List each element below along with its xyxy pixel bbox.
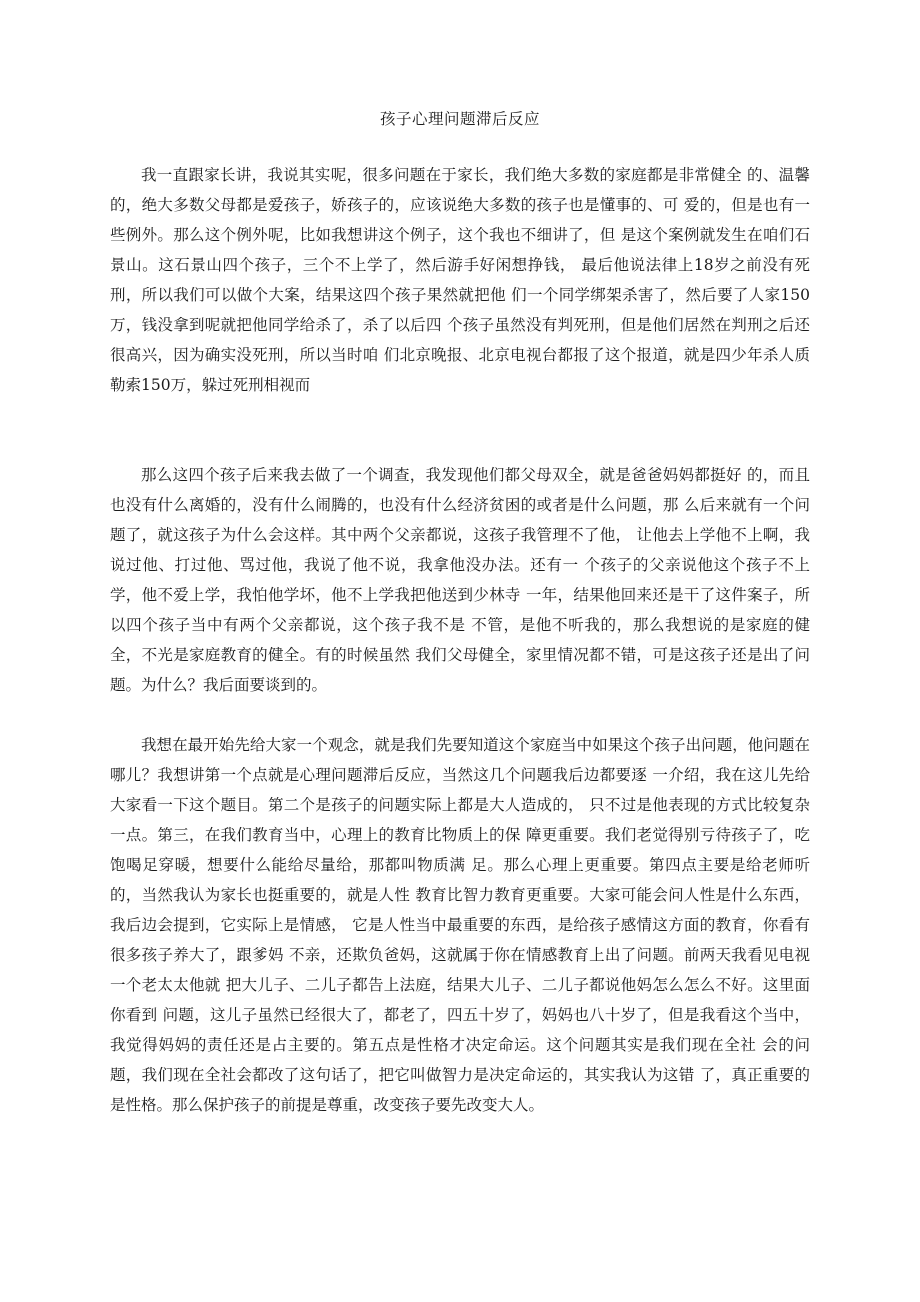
paragraph-2: 那么这四个孩子后来我去做了一个调查，我发现他们都父母双全，就是爸爸妈妈都挺好 的，而且也没有什么离婚的，没有什么闹腾的，也没有什么经济贫困的或者是什么问题，那 么后来就有一个问题了，就这孩子为什么会这样。其中两个父亲都说，这孩子我管理不了他， 让他去上学他不上啊，我说过他、打过他、骂过他，我说了他不说，我拿他没办法。还有一 个孩子的父亲说他这个孩子不上学，他不爱上学，我怕他学坏，他不上学我把他送到少林寺 一年，结果他回来还是干了这件案子，所以四个孩子当中有两个父亲都说，这个孩子我不是 不管，是他不听我的，那么我想说的是家庭的健全，不光是家庭教育的健全。有的时候虽然 我们父母健全，家里情况都不错，可是这孩子还是出了问题。为什么？我后面要谈到的。: [110, 466, 810, 694]
document-title: 孩子心理问题滞后反应: [379, 110, 540, 128]
paragraph-3: 我想在最开始先给大家一个观念，就是我们先要知道这个家庭当中如果这个孩子出问题，他问题在哪儿？我想讲第一个点就是心理问题滞后反应，当然这几个问题我后边都要逐 一介绍，我在这儿先给大家看一下这个题目。第二个是孩子的问题实际上都是大人造成的， 只不过是他表现的方式比较复杂一点。第三，在我们教育当中，心理上的教育比物质上的保 障更重要。我们老觉得别亏待孩子了，吃饱喝足穿暖，想要什么能给尽量给，那都叫物质满 足。那么心理上更重要。第四点主要是给老师听的，当然我认为家长也挺重要的，就是人性 教育比智力教育更重要。大家可能会问人性是什么东西，我后边会提到，它实际上是情感， 它是人性当中最重要的东西，是给孩子感情这方面的教育，你看有很多孩子养大了，跟爹妈 不亲，还欺负爸妈，这就属于你在情感教育上出了问题。前两天我看见电视一个老太太他就 把大儿子、二儿子都告上法庭，结果大儿子、二儿子都说他妈怎么怎么不好。这里面你看到 问题，这儿子虽然已经很大了，都老了，四五十岁了，妈妈也八十岁了，但是我看这个当中， 我觉得妈妈的责任还是占主要的。第五点是性格才决定命运。这个问题其实是我们现在全社 会的问题，我们现在全社会都改了这句话了，把它叫做智力是决定命运的，其实我认为这错 了，真正重要的是性格。那么保护孩子的前提是尊重，改变孩子要先改变大人。: [110, 736, 815, 1114]
paragraph-1: 我一直跟家长讲，我说其实呢，很多问题在于家长，我们绝大多数的家庭都是非常健全 的、温馨的，绝大多数父母都是爱孩子，娇孩子的，应该说绝大多数的孩子也是懂事的、可 爱的，但是也有一些例外。那么这个例外呢，比如我想讲这个例子，这个我也不细讲了，但 是这个案例就发生在咱们石景山。这石景山四个孩子，三个不上学了，然后游手好闲想挣钱， 最后他说法律上18岁之前没有死刑，所以我们可以做个大案，结果这四个孩子果然就把他 们一个同学绑架杀害了，然后要了人家150万，钱没拿到呢就把他同学给杀了，杀了以后四 个孩子虽然没有判死刑，但是他们居然在判刑之后还很高兴，因为确实没死刑，所以当时咱 们北京晚报、北京电视台都报了这个报道，就是四少年杀人质勒索150万，躲过死刑相视而: [110, 166, 810, 394]
document-body: [110, 108, 815, 1120]
